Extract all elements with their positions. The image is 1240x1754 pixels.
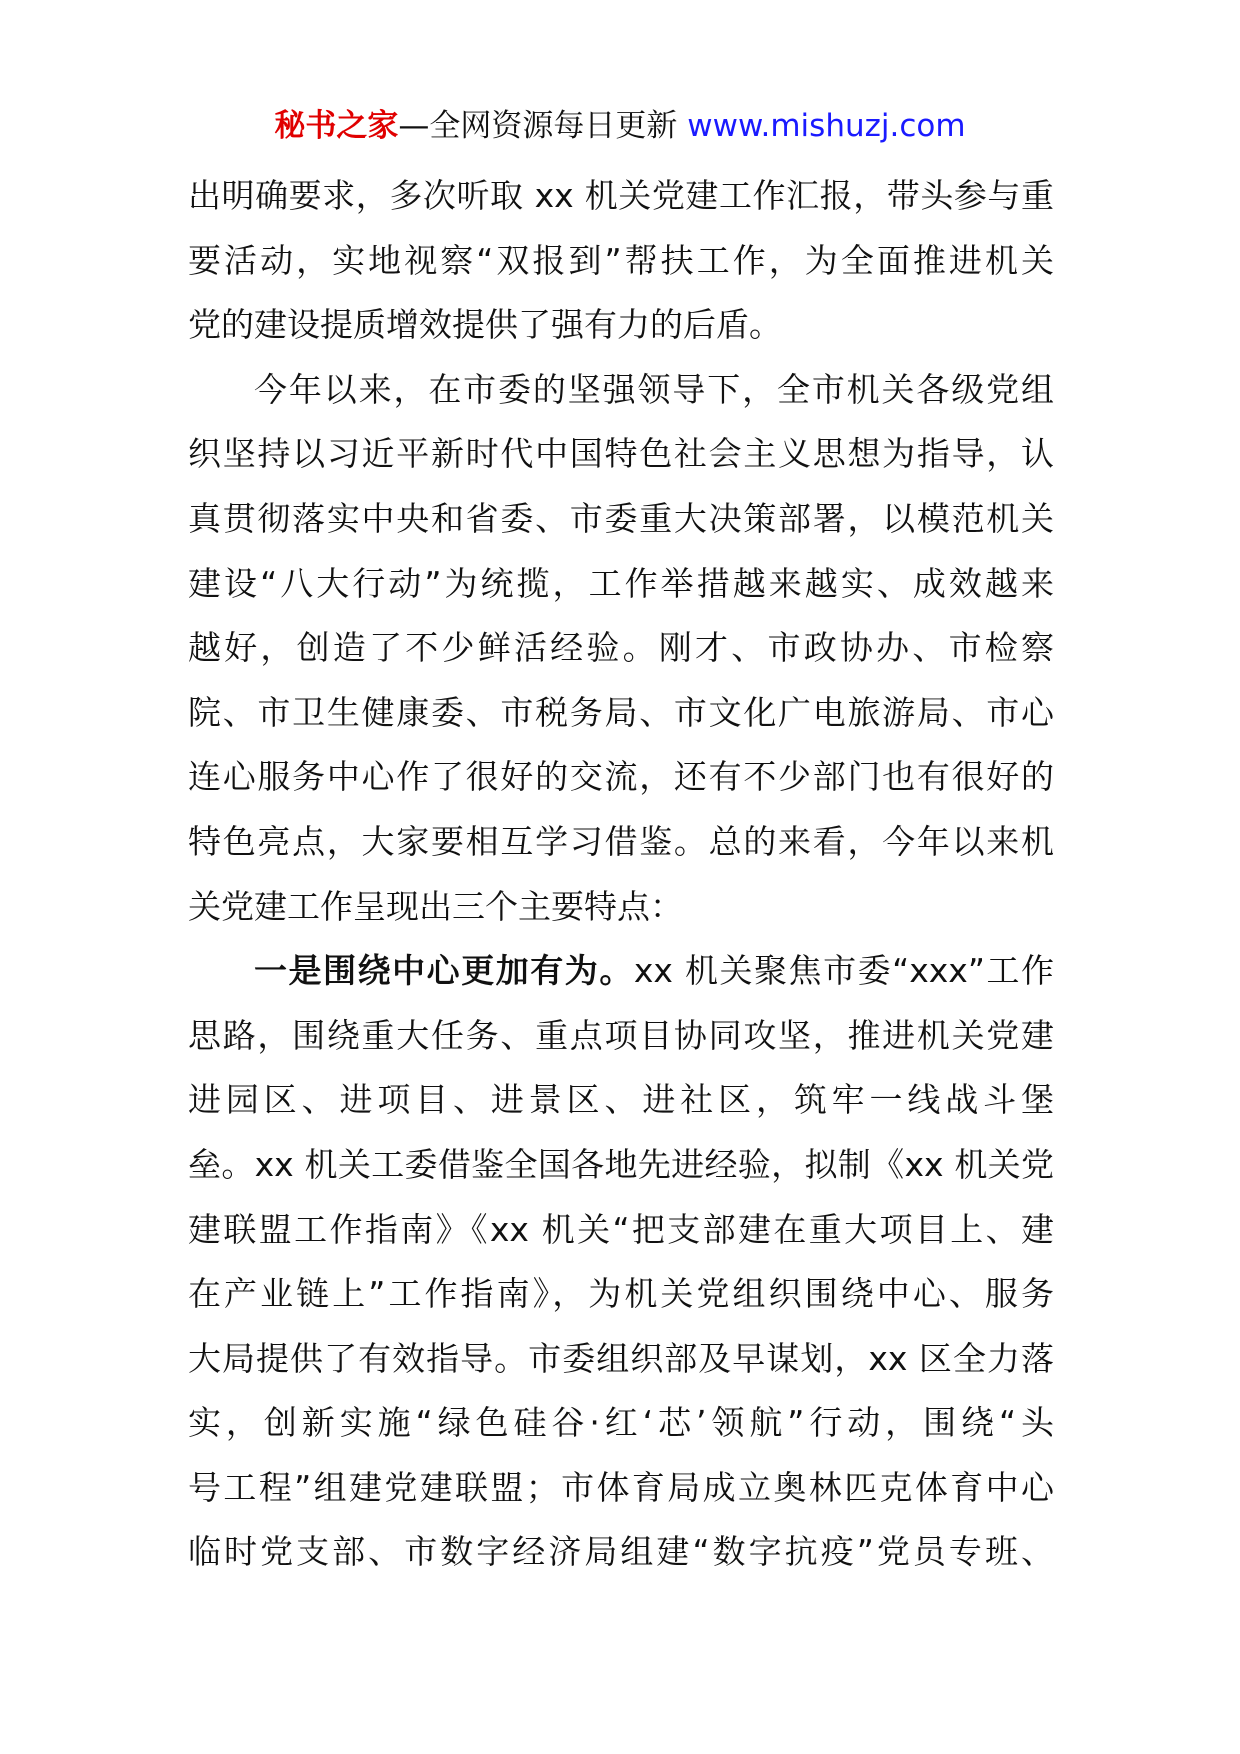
paragraph-line: 大局提供了有效指导。市委组织部及早谋划，xx 区全力落 — [188, 1338, 1054, 1378]
paragraph-line: 越好，创造了不少鲜活经验。刚才、市政协办、市检察 — [188, 628, 1054, 668]
paragraph-line: 实，创新实施“绿色硅谷·红‘芯’领航”行动，围绕“头 — [188, 1403, 1054, 1443]
paragraph-line: 今年以来，在市委的坚强领导下，全市机关各级党组 — [254, 369, 1054, 409]
paragraph-1 — [188, 164, 1054, 358]
paragraph-line: 特色亮点，大家要相互学习借鉴。总的来看，今年以来机 — [188, 821, 1054, 861]
paragraph-line: 进园区、进项目、进景区、进社区，筑牢一线战斗堡 — [188, 1080, 1054, 1120]
paragraph-3 — [188, 939, 1054, 1585]
paragraph-line: 院、市卫生健康委、市税务局、市文化广电旅游局、市心 — [188, 692, 1054, 732]
paragraph-line-first — [188, 939, 1054, 1004]
document-header — [0, 104, 1240, 148]
paragraph-line: 号工程”组建党建联盟；市体育局成立奥林匹克体育中心 — [188, 1467, 1054, 1507]
paragraph-line: 建设“八大行动”为统揽，工作举措越来越实、成效越来 — [188, 563, 1054, 603]
paragraph-line: 垒。xx 机关工委借鉴全国各地先进经验，拟制《xx 机关党 — [188, 1144, 1054, 1184]
paragraph-line: 临时党支部、市数字经济局组建“数字抗疫”党员专班、 — [188, 1532, 1054, 1572]
paragraph-2 — [188, 358, 1054, 939]
header-url[interactable]: www.mishuzj.com — [687, 108, 966, 144]
paragraph-line-text: xx 机关聚焦市委“xxx”工作 — [633, 951, 1054, 991]
paragraph-line: 要活动，实地视察“双报到”帮扶工作，为全面推进机关 — [188, 240, 1054, 280]
header-brand: 秘书之家 — [274, 108, 399, 144]
paragraph-line: 党的建设提质增效提供了强有力的后盾。 — [188, 305, 782, 345]
document-body — [188, 164, 1054, 1585]
paragraph-line: 真贯彻落实中央和省委、市委重大决策部署，以模范机关 — [188, 498, 1054, 538]
header-tagline: —全网资源每日更新 — [398, 108, 688, 144]
paragraph-line: 连心服务中心作了很好的交流，还有不少部门也有很好的 — [188, 757, 1054, 797]
paragraph-line: 出明确要求，多次听取 xx 机关党建工作汇报，带头参与重 — [188, 176, 1054, 215]
paragraph-line: 织坚持以习近平新时代中国特色社会主义思想为指导，认 — [188, 434, 1054, 474]
paragraph-line: 思路，围绕重大任务、重点项目协同攻坚，推进机关党建 — [188, 1015, 1054, 1055]
paragraph-line: 在产业链上”工作指南》，为机关党组织围绕中心、服务 — [188, 1274, 1054, 1314]
paragraph-line: 建联盟工作指南》《xx 机关“把支部建在重大项目上、建 — [188, 1209, 1054, 1249]
paragraph-line: 关党建工作呈现出三个主要特点： — [188, 886, 683, 926]
paragraph-lead-heading: 一是围绕中心更加有为。 — [254, 951, 634, 991]
